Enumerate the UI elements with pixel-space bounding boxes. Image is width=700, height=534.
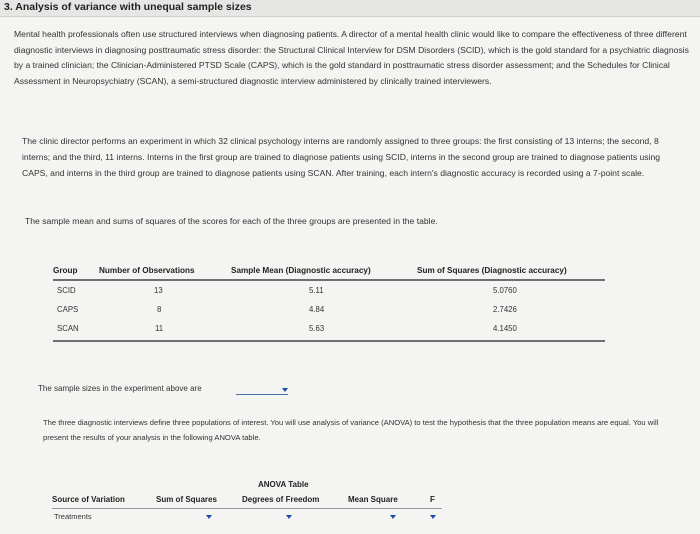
section-title: 3. Analysis of variance with unequal sample sizes bbox=[4, 1, 252, 13]
cell-observations: 11 bbox=[155, 324, 164, 333]
column-header-mean: Sample Mean (Diagnostic accuracy) bbox=[231, 266, 371, 275]
header-divider bbox=[53, 279, 605, 281]
cell-mean: 5.11 bbox=[309, 286, 324, 295]
treatments-sum-squares-dropdown[interactable] bbox=[180, 512, 222, 524]
table-bottom-border bbox=[53, 340, 605, 342]
cell-group: CAPS bbox=[57, 305, 79, 314]
cell-sum-squares: 5.0760 bbox=[493, 286, 517, 295]
treatments-f-dropdown[interactable] bbox=[422, 512, 442, 524]
anova-header-divider bbox=[52, 508, 442, 509]
treatments-df-dropdown[interactable] bbox=[268, 512, 310, 524]
dropdown-underline bbox=[236, 394, 288, 395]
caret-down-icon bbox=[206, 515, 212, 519]
treatments-mean-square-dropdown[interactable] bbox=[372, 512, 414, 524]
cell-observations: 13 bbox=[154, 286, 163, 295]
experiment-paragraph: The clinic director performs an experiment in which 32 clinical psychology interns are randomly assigned to three groups: the first consisting of 13 interns; the second, 8 interns; and the third, 11 interns. Interns in the first group are trained to diagnose patients using SCID, interns in the second group are trained to diagnose patients using CAPS, and interns in the third group are trained to diagnose patients using SCAN. After training, each intern's diagnostic accuracy is recorded using a 7-point scale. bbox=[22, 136, 661, 178]
sample-sizes-question: The sample sizes in the experiment above are bbox=[38, 384, 202, 393]
anova-table-title: ANOVA Table bbox=[258, 480, 309, 489]
cell-group: SCAN bbox=[57, 324, 79, 333]
sample-sizes-dropdown[interactable] bbox=[236, 384, 294, 396]
section-header bbox=[0, 0, 700, 17]
anova-header-sum-squares: Sum of Squares bbox=[156, 495, 217, 504]
cell-mean: 4.84 bbox=[309, 305, 325, 314]
caret-down-icon bbox=[286, 515, 292, 519]
caret-down-icon bbox=[430, 515, 436, 519]
cell-group: SCID bbox=[57, 286, 76, 295]
intro-paragraph: Mental health professionals often use structured interviews when diagnosing patients. A director of a mental health clinic would like to compare the effectiveness of three different diagnostic interviews in diagnosing posttraumatic stress disorder: the Structural Clinical Interview for DSM Disorders (SCID), which is the gold standard for a psychiatric diagnosis by a trained clinician; the Clinician-Administered PTSD Scale (CAPS), which is the gold standard in posttraumatic stress disorder assessment; and the Schedules for Clinical Assessment in Neuropsychiatry (SCAN), a semi-structured diagnostic interview administered by clinically trained interviewers. bbox=[14, 29, 689, 86]
caret-down-icon bbox=[390, 515, 396, 519]
column-header-group: Group bbox=[53, 266, 78, 275]
cell-sum-squares: 4.1450 bbox=[493, 324, 517, 333]
cell-sum-squares: 2.7426 bbox=[493, 305, 517, 314]
anova-intro-paragraph: The three diagnostic interviews define three populations of interest. You will use analysis of variance (ANOVA) to test the hypothesis that the three population means are equal. You will present the results of your analysis in the following ANOVA table. bbox=[43, 418, 659, 442]
caret-down-icon bbox=[282, 388, 288, 392]
anova-header-f: F bbox=[430, 495, 435, 504]
anova-header-df: Degrees of Freedom bbox=[242, 495, 320, 504]
table-intro-paragraph: The sample mean and sums of squares of the scores for each of the three groups are presented in the table. bbox=[25, 216, 438, 226]
anova-header-mean-square: Mean Square bbox=[348, 495, 398, 504]
cell-mean: 5.63 bbox=[309, 324, 325, 333]
anova-row-treatments-label: Treatments bbox=[54, 512, 92, 521]
column-header-sum-squares: Sum of Squares (Diagnostic accuracy) bbox=[417, 266, 567, 275]
column-header-observations: Number of Observations bbox=[99, 266, 195, 275]
anova-header-source: Source of Variation bbox=[52, 495, 125, 504]
cell-observations: 8 bbox=[157, 305, 162, 314]
